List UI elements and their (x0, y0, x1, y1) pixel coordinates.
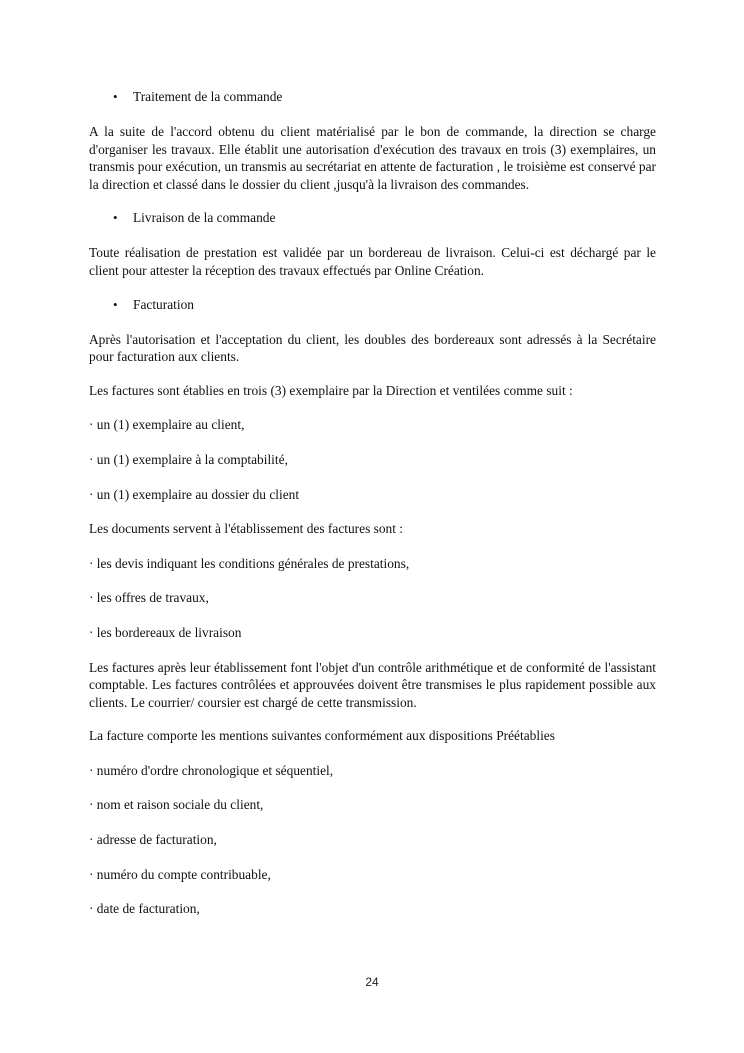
paragraph-facturation: Après l'autorisation et l'acceptation du client, les doubles des bordereaux sont adressés à la Secrétaire pour facturation aux clients. (89, 331, 656, 365)
paragraph-traitement: A la suite de l'accord obtenu du client matérialisé par le bon de commande, la direction se charge d'organiser les travaux. Elle établit une autorisation d'exécution des travaux en trois (3) exemplaires, un transmis pour exécution, un transmis au secrétariat en attente de facturation , le troisième est conservé par la direction et classé dans le dossier du client ,jusqu'à la livraison des commandes. (89, 124, 656, 192)
section-heading-facturation (89, 296, 656, 314)
page-number: 24 (365, 975, 379, 989)
list-item-document: · les offres de travaux, (89, 590, 209, 606)
bullet-icon: • (113, 210, 118, 226)
list-item-exemplaire: · un (1) exemplaire au dossier du client (89, 486, 300, 502)
section-heading-label: Livraison de la commande (133, 210, 276, 226)
list-item-mention: · nom et raison sociale du client, (89, 797, 264, 813)
paragraph-factures-intro: Les factures sont établies en trois (3) exemplaire par la Direction et ventilées comme suit : (89, 382, 573, 398)
paragraph-documents-intro: Les documents servent à l'établissement des factures sont : (89, 521, 404, 537)
document-page (89, 88, 656, 935)
paragraph-mentions-intro: La facture comporte les mentions suivantes conformément aux dispositions Préétablies (89, 728, 555, 744)
section-heading-label: Facturation (133, 296, 194, 312)
list-item-mention: · date de facturation, (89, 901, 200, 917)
section-heading-label: Traitement de la commande (133, 89, 283, 104)
paragraph-livraison: Toute réalisation de prestation est validée par un bordereau de livraison. Celui-ci est déchargé par le client pour attester la réception des travaux effectués par Online Création. (89, 245, 656, 278)
list-item-document: · les devis indiquant les conditions générales de prestations, (89, 555, 410, 571)
list-item-mention: · adresse de facturation, (89, 832, 217, 848)
list-item-document: · les bordereaux de livraison (89, 624, 242, 640)
bullet-icon: • (113, 89, 118, 104)
section-heading-traitement (89, 88, 656, 106)
section-heading-livraison (89, 209, 656, 227)
list-item-mention: · numéro d'ordre chronologique et séquentiel, (89, 762, 334, 778)
bullet-icon: • (113, 296, 118, 312)
list-item-exemplaire: · un (1) exemplaire au client, (89, 417, 245, 433)
list-item-mention: · numéro du compte contribuable, (89, 866, 271, 882)
list-item-exemplaire: · un (1) exemplaire à la comptabilité, (89, 451, 288, 467)
paragraph-controle: Les factures après leur établissement font l'objet d'un contrôle arithmétique et de conformité de l'assistant comptable. Les factures contrôlées et approuvées doivent être transmises le plus rapidement possible aux clients. Le courrier/ coursier est chargé de cette transmission. (89, 659, 656, 710)
